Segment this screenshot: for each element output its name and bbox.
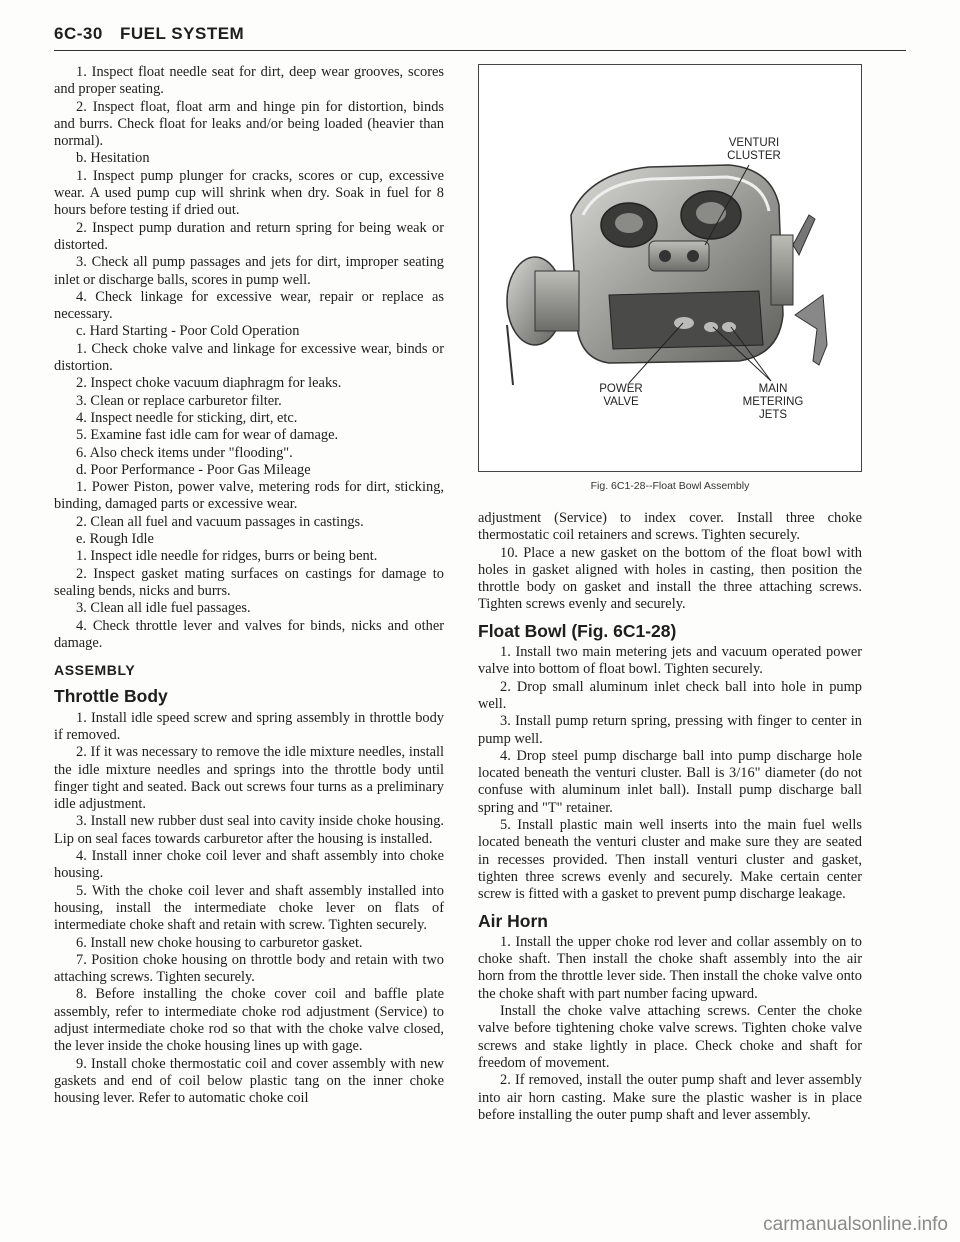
paragraph: 1. Check choke valve and linkage for excessive wear, binds or distortion. (54, 340, 444, 375)
paragraph: b. Hesitation (76, 150, 150, 167)
paragraph: 3. Check all pump passages and jets for dirt, improper seating inlet or discharge balls, scores in pump well. (54, 254, 444, 288)
paragraph: 1. Inspect float needle seat for dirt, deep wear grooves, scores and proper seating. (54, 64, 444, 98)
section-title: FUEL SYSTEM (120, 24, 245, 43)
paragraph: adjustment (Service) to index cover. Install three choke thermostatic coil retainers and screws. Tighten securely. (478, 510, 862, 544)
paragraph: 1. Inspect pump plunger for cracks, scores or cup, excessive wear. A used pump cup will shrink when dry. Soak in fuel for 8 hours before testing if dried out. (54, 167, 444, 219)
page-number: 6C-30 (54, 24, 103, 43)
paragraph: c. Hard Starting - Poor Cold Operation (76, 323, 300, 340)
paragraph: 2. Inspect pump duration and return spring for being weak or distorted. (54, 219, 444, 253)
paragraph: 4. Check linkage for excessive wear, repair or replace as necessary. (54, 288, 444, 323)
paragraph: 2. If it was necessary to remove the idle mixture needles, install the idle mixture needles and springs into the throttle body until finger tight and seated. Back out screws four turns as a preliminary idle adjustment. (54, 744, 444, 813)
paragraph: 10. Place a new gasket on the bottom of the float bowl with holes in gasket aligned with holes in casting, then position the throttle body on gasket and install the three attaching screws. Tighten screws evenly and securely. (478, 544, 862, 613)
paragraph: Install the choke valve attaching screws. Center the choke valve before tightening choke valve screws. Tighten choke valve screws and stake lightly in place. Check choke and shaft for freedom of movement. (478, 1003, 862, 1071)
paragraph: 2. Clean all fuel and vacuum passages in castings. (76, 513, 364, 530)
paragraph: 6. Install new choke housing to carburetor gasket. (76, 934, 363, 951)
left-column (54, 64, 444, 1108)
paragraph: 3. Clean or replace carburetor filter. (76, 392, 282, 409)
paragraph: 2. Inspect choke vacuum diaphragm for leaks. (76, 375, 342, 392)
page-header (54, 20, 906, 51)
paragraph: 4. Check throttle lever and valves for binds, nicks and other damage. (54, 617, 444, 651)
paragraph: 8. Before installing the choke cover coil and baffle plate assembly, refer to intermediate choke rod adjustment (Service) to adjust intermediate choke rod so that with the choke valve closed, the lever inside the choke housing lines up with gage. (54, 986, 444, 1055)
label-venturi-cluster: VENTURI CLUSTER (727, 137, 781, 162)
paragraph: 1. Inspect idle needle for ridges, burrs or being bent. (76, 548, 378, 565)
paragraph: 5. Examine fast idle cam for wear of damage. (76, 427, 339, 444)
paragraph: 3. Install pump return spring, pressing with finger to center in pump well. (478, 713, 862, 747)
paragraph: e. Rough Idle (76, 531, 154, 548)
paragraph: 5. With the choke coil lever and shaft assembly installed into housing, install the intermediate choke lever on flats of intermediate choke shaft and retain with screw. Tighten securely. (54, 882, 444, 934)
paragraph: 4. Install inner choke coil lever and shaft assembly into choke housing. (54, 848, 444, 882)
label-main-metering-jets: MAIN METERING JETS (742, 383, 804, 421)
paragraph: 5. Install plastic main well inserts into the main fuel wells located beneath the venturi cluster and make sure they are seated in recesses provided. Then install venturi cluster and gasket, tighten three screws evenly and securely. Make certain center screw is fitted with a gasket to prevent pump discharge leakage. (478, 817, 862, 903)
paragraph: 3. Clean all idle fuel passages. (76, 600, 251, 617)
paragraph: 4. Inspect needle for sticking, dirt, etc. (76, 409, 298, 426)
paragraph: 3. Install new rubber dust seal into cavity inside choke housing. Lip on seal faces towards carburetor after the housing is installed. (54, 813, 444, 847)
major-heading: ASSEMBLY (54, 662, 136, 679)
paragraph: 1. Install idle speed screw and spring assembly in throttle body if removed. (54, 709, 444, 743)
paragraph: 4. Drop steel pump discharge ball into pump discharge hole located beneath the venturi cluster. Ball is 3/16" diameter (do not confuse with aluminum inlet ball). Install pump discharge ball spring and "T" retainer. (478, 747, 862, 816)
watermark: carmanualsonline.info (763, 1214, 948, 1235)
paragraph: 2. Inspect float, float arm and hinge pin for distortion, binds and burrs. Check float for leaks and/or being loaded (heavier than normal). (54, 98, 444, 150)
label-power-valve: POWER VALVE (599, 383, 643, 408)
paragraph: d. Poor Performance - Poor Gas Mileage (76, 461, 311, 478)
page-footer (0, 1212, 960, 1242)
figure-caption: Fig. 6C1-28--Float Bowl Assembly (590, 480, 750, 492)
paragraph: 1. Install the upper choke rod lever and collar assembly on to choke shaft. Then install the choke shaft assembly into the air horn from the throttle lever side. Then install the choke valve onto the choke shaft with part number facing upward. (478, 933, 862, 1002)
paragraph: 2. If removed, install the outer pump shaft and lever assembly into air horn casting. Make sure the plastic washer is in place before installing the outer pump shaft and lever assembly. (478, 1072, 862, 1123)
section-heading: Float Bowl (Fig. 6C1-28) (478, 620, 677, 641)
paragraph: 1. Power Piston, power valve, metering rods for dirt, sticking, binding, damaged parts or excessive wear. (54, 479, 444, 513)
right-column (478, 510, 862, 1124)
section-heading: Air Horn (478, 910, 548, 931)
paragraph: 1. Install two main metering jets and vacuum operated power valve into bottom of float bowl. Tighten securely. (478, 644, 862, 678)
paragraph: 9. Install choke thermostatic coil and cover assembly with new gaskets and end of coil below plastic tang on the inner choke housing lever. Refer to automatic choke coil (54, 1055, 444, 1107)
paragraph: 7. Position choke housing on throttle body and retain with two attaching screws. Tighten securely. (54, 951, 444, 986)
figure-float-bowl (478, 64, 862, 472)
paragraph: 2. Inspect gasket mating surfaces on castings for damage to sealing bends, nicks and burrs. (54, 565, 444, 599)
paragraph: 2. Drop small aluminum inlet check ball into hole in pump well. (478, 678, 862, 712)
paragraph: 6. Also check items under "flooding". (76, 444, 293, 461)
section-heading: Throttle Body (54, 686, 168, 707)
